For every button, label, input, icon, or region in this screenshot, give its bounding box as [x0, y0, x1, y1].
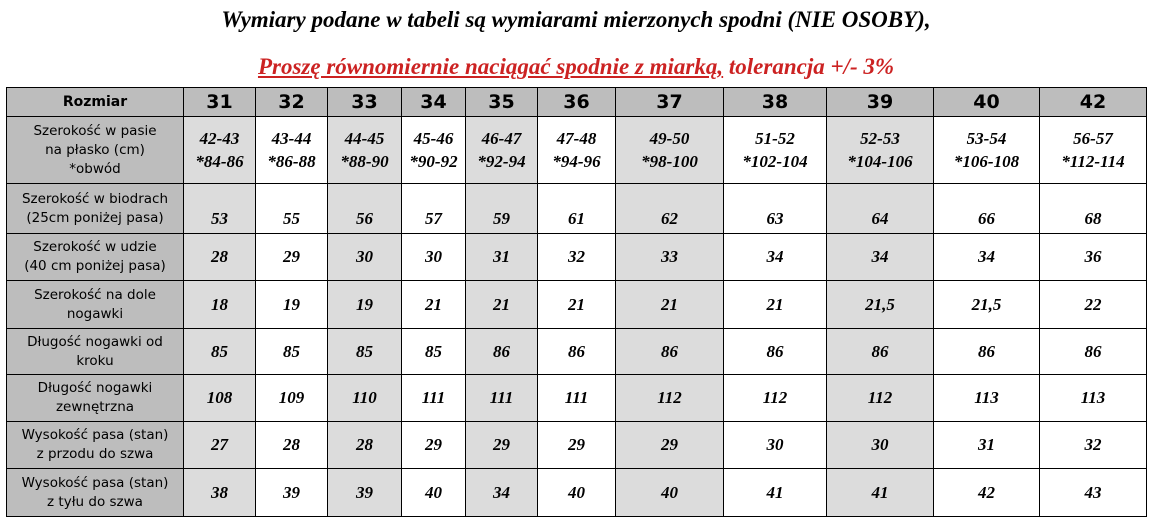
flat-measure: 43-44	[271, 129, 312, 148]
size-cell: 28	[256, 422, 328, 469]
size-cell: 113	[1040, 375, 1147, 422]
size-cell: 86	[934, 329, 1040, 375]
size-cell: 53	[184, 184, 256, 234]
row-label	[7, 375, 184, 422]
size-cell: 56	[328, 184, 402, 234]
size-cell: 40	[616, 469, 724, 517]
table-row	[7, 184, 1147, 234]
table-row	[7, 281, 1147, 329]
size-cell: 41	[827, 469, 934, 517]
flat-measure: 45-46	[413, 129, 454, 148]
size-cell: 29	[538, 422, 616, 469]
row-label	[7, 117, 184, 184]
size-cell: 64	[827, 184, 934, 234]
size-cell: 32	[538, 234, 616, 281]
table-row	[7, 469, 1147, 517]
size-cell	[402, 117, 466, 184]
flat-measure: 47-48	[556, 129, 597, 148]
row-label	[7, 184, 184, 234]
size-cell: 55	[256, 184, 328, 234]
size-cell: 43	[1040, 469, 1147, 517]
size-cell: 21,5	[934, 281, 1040, 329]
size-cell: 111	[538, 375, 616, 422]
size-cell: 21	[402, 281, 466, 329]
row-label	[7, 234, 184, 281]
size-cell: 32	[1040, 422, 1147, 469]
size-cell: 112	[827, 375, 934, 422]
size-header-row	[7, 88, 1147, 117]
circumference: *106-108	[953, 152, 1020, 171]
size-cell	[934, 117, 1040, 184]
size-cell: 28	[328, 422, 402, 469]
size-cell	[827, 117, 934, 184]
size-header-cell: 35	[466, 88, 538, 117]
size-cell: 41	[724, 469, 827, 517]
flat-measure: 56-57	[1073, 129, 1113, 148]
circumference: *102-104	[742, 152, 808, 171]
size-header-cell: 33	[328, 88, 402, 117]
size-cell	[466, 117, 538, 184]
size-header-cell: 31	[184, 88, 256, 117]
size-cell: 33	[616, 234, 724, 281]
row-label	[7, 469, 184, 517]
size-header-cell: 32	[256, 88, 328, 117]
size-cell: 19	[256, 281, 328, 329]
circumference: *84-86	[195, 152, 244, 171]
size-cell: 85	[402, 329, 466, 375]
table-row	[7, 422, 1147, 469]
size-header-label: Rozmiar	[7, 88, 184, 117]
row-label-line: Szerokość w udzie	[33, 239, 157, 255]
size-cell: 86	[538, 329, 616, 375]
row-label-line: Szerokość w pasie	[33, 122, 157, 139]
size-cell: 57	[402, 184, 466, 234]
size-cell: 110	[328, 375, 402, 422]
size-cell: 66	[934, 184, 1040, 234]
row-label-line: Szerokość w biodrach	[21, 190, 169, 207]
size-cell: 86	[724, 329, 827, 375]
size-cell: 21	[616, 281, 724, 329]
size-cell: 85	[256, 329, 328, 375]
size-cell: 30	[724, 422, 827, 469]
size-cell: 29	[256, 234, 328, 281]
size-cell	[1040, 117, 1147, 184]
size-cell	[184, 117, 256, 184]
size-cell: 86	[827, 329, 934, 375]
table-row	[7, 329, 1147, 375]
circumference: *94-96	[552, 152, 601, 171]
size-cell: 111	[466, 375, 538, 422]
flat-measure: 42-43	[199, 129, 240, 148]
title-line-1: Wymiary podane w tabeli są wymiarami mierzonych spodni (NIE OSOBY),	[221, 7, 931, 32]
row-label-line: z przodu do szwa	[36, 446, 154, 462]
flat-measure: 53-54	[966, 129, 1007, 148]
size-cell: 108	[184, 375, 256, 422]
size-cell: 34	[466, 469, 538, 517]
row-label-line: (25cm poniżej pasa)	[26, 209, 164, 226]
row-label-line: Długość nogawki	[37, 380, 153, 396]
circumference: *86-88	[267, 152, 316, 171]
size-cell: 40	[402, 469, 466, 517]
row-label-line: z tyłu do szwa	[47, 493, 143, 510]
size-cell	[616, 117, 724, 184]
size-cell: 86	[616, 329, 724, 375]
table-row	[7, 234, 1147, 281]
row-label-line: (40 cm poniżej pasa)	[24, 258, 166, 274]
size-cell: 109	[256, 375, 328, 422]
row-label	[7, 422, 184, 469]
circumference: *104-106	[847, 152, 913, 171]
size-cell: 39	[256, 469, 328, 517]
flat-measure: 49-50	[649, 129, 690, 148]
row-label-line: na płasko (cm)	[45, 141, 145, 158]
row-label-line: Wysokość pasa (stan)	[21, 427, 169, 443]
circumference: *98-100	[641, 152, 698, 171]
size-cell: 27	[184, 422, 256, 469]
size-cell: 61	[538, 184, 616, 234]
size-header-cell: 34	[402, 88, 466, 117]
size-cell: 86	[1040, 329, 1147, 375]
size-cell: 68	[1040, 184, 1147, 234]
size-cell: 19	[328, 281, 402, 329]
size-cell	[328, 117, 402, 184]
size-cell: 30	[328, 234, 402, 281]
row-label	[7, 329, 184, 375]
size-header-cell: 42	[1040, 88, 1147, 117]
size-cell: 21	[538, 281, 616, 329]
table-row	[7, 375, 1147, 422]
row-label-line: Szerokość na dole	[34, 286, 156, 303]
row-label-line: zewnętrzna	[55, 399, 135, 415]
size-cell	[724, 117, 827, 184]
size-cell: 40	[538, 469, 616, 517]
size-cell: 30	[402, 234, 466, 281]
row-label-line: Wysokość pasa (stan)	[21, 474, 169, 491]
size-cell: 29	[616, 422, 724, 469]
size-cell: 21,5	[827, 281, 934, 329]
size-cell: 29	[402, 422, 466, 469]
size-cell: 18	[184, 281, 256, 329]
flat-measure: 44-45	[344, 129, 385, 148]
title-line-2-underlined: Proszę równomiernie naciągać spodnie z miarką,	[257, 54, 724, 79]
size-cell: 113	[934, 375, 1040, 422]
size-cell: 63	[724, 184, 827, 234]
size-cell: 22	[1040, 281, 1147, 329]
size-cell: 112	[724, 375, 827, 422]
size-cell	[538, 117, 616, 184]
size-cell: 21	[724, 281, 827, 329]
row-label-line: *obwód	[69, 160, 121, 177]
size-cell: 28	[184, 234, 256, 281]
size-cell: 111	[402, 375, 466, 422]
size-cell: 85	[328, 329, 402, 375]
circumference: *90-92	[409, 152, 458, 171]
title-line-2	[0, 54, 1152, 80]
size-cell: 86	[466, 329, 538, 375]
size-header-cell: 39	[827, 88, 934, 117]
size-cell: 59	[466, 184, 538, 234]
size-cell: 85	[184, 329, 256, 375]
circumference: *88-90	[340, 152, 389, 171]
size-cell	[256, 117, 328, 184]
flat-measure: 51-52	[755, 129, 795, 148]
size-cell: 30	[827, 422, 934, 469]
row-label	[7, 281, 184, 329]
row-label-line: kroku	[76, 352, 114, 369]
circumference: *112-114	[1061, 152, 1125, 171]
size-cell: 21	[466, 281, 538, 329]
size-cell: 112	[616, 375, 724, 422]
size-cell: 31	[466, 234, 538, 281]
circumference: *92-94	[477, 152, 526, 171]
size-cell: 39	[328, 469, 402, 517]
size-table	[6, 87, 1147, 517]
row-label-line: nogawki	[66, 305, 124, 322]
flat-measure: 46-47	[481, 129, 522, 148]
size-header-cell: 36	[538, 88, 616, 117]
size-header-cell: 38	[724, 88, 827, 117]
size-cell: 34	[724, 234, 827, 281]
size-cell: 29	[466, 422, 538, 469]
title-line-2-rest: tolerancja +/- 3%	[723, 54, 895, 79]
size-cell: 31	[934, 422, 1040, 469]
size-cell: 34	[827, 234, 934, 281]
size-cell: 42	[934, 469, 1040, 517]
flat-measure: 52-53	[860, 129, 900, 148]
size-header-cell: 40	[934, 88, 1040, 117]
size-cell: 38	[184, 469, 256, 517]
table-row	[7, 117, 1147, 184]
size-cell: 62	[616, 184, 724, 234]
row-label-line: Długość nogawki od	[27, 333, 163, 350]
size-cell: 34	[934, 234, 1040, 281]
size-header-cell: 37	[616, 88, 724, 117]
size-cell: 36	[1040, 234, 1147, 281]
